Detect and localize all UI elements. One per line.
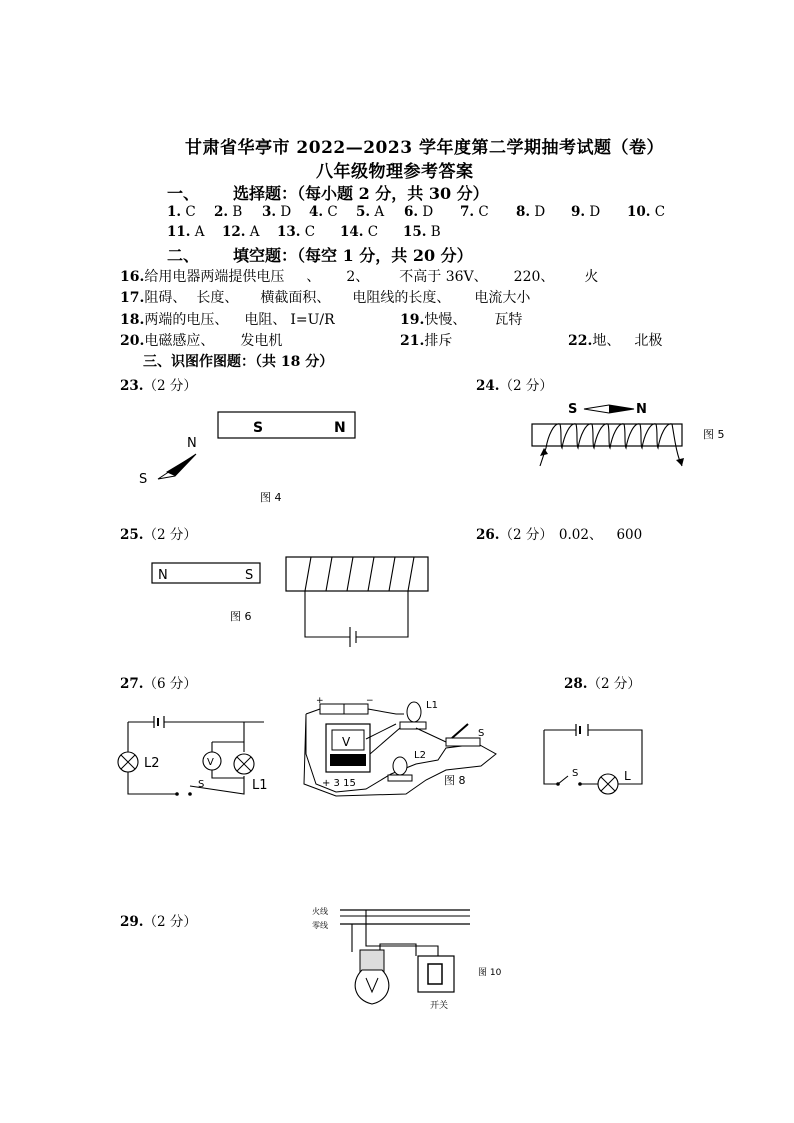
section1-row1: [167, 204, 677, 220]
live-label: 火线: [312, 907, 328, 916]
section2-title: 填空题：（每空 1 分，共 20 分）: [233, 246, 473, 265]
section1-row2: [167, 224, 453, 240]
small-compass-n: [609, 405, 634, 413]
pole-n-label: N: [636, 402, 647, 417]
q27-label: 27.（6 分）: [120, 676, 197, 692]
figure-8-caption: 图 8: [444, 774, 466, 787]
bulb-l1-base: [400, 722, 426, 729]
fig8-s-label: S: [478, 728, 485, 739]
answer-10: 10. C: [627, 204, 666, 220]
figure-5: [526, 396, 736, 476]
section1-label: 一、: [167, 184, 200, 203]
fill-16: 16.给用电器两端提供电压 、 2、 不高于 36V、 220、 火: [120, 269, 599, 285]
minus-label: −: [366, 696, 374, 706]
figure-4-caption: 图 4: [260, 491, 282, 504]
figure-5-caption: 图 5: [703, 428, 725, 441]
figure-8: [296, 694, 506, 799]
bulb-10: [355, 970, 389, 1004]
magnet6-s-label: S: [245, 568, 254, 583]
needle-s-label: S: [139, 472, 148, 487]
bulb-l2: [393, 757, 407, 775]
answer-13: 13. C: [277, 224, 316, 240]
answer-3: 3. D: [262, 204, 292, 220]
wiring-10: [352, 910, 438, 956]
answer-8: 8. D: [516, 204, 546, 220]
needle-n-label: N: [187, 436, 197, 451]
q23-label: 23.（2 分）: [120, 378, 197, 394]
answer-1: 1. C: [167, 204, 196, 220]
bar-magnet-6: [152, 563, 260, 583]
figure-27: [114, 712, 279, 802]
switch-label: 开关: [430, 1001, 449, 1011]
answer-6: 6. D: [404, 204, 434, 220]
fig8-l1-label: L1: [426, 700, 438, 711]
section1-title: 选择题：（每小题 2 分，共 30 分）: [233, 184, 489, 203]
l2-label: L2: [144, 756, 160, 771]
figure-10: [310, 900, 520, 1015]
figure-28: [538, 720, 653, 800]
answer-14: 14. C: [340, 224, 379, 240]
magnet-s-label: S: [253, 420, 264, 436]
voltmeter-base: [330, 754, 366, 766]
q24-label: 24.（2 分）: [476, 378, 553, 394]
bulb-l1: [407, 702, 421, 722]
figure-6-caption: 图 6: [230, 610, 252, 623]
section3-title: 三、识图作图题：（共 18 分）: [143, 354, 334, 370]
voltmeter-27-label: V: [207, 757, 214, 768]
fill-19: 19.快慢、 瓦特: [400, 312, 523, 328]
q26-label: 26.（2 分） 0.02、 600: [476, 527, 643, 543]
current-arrow-out: [676, 458, 684, 466]
answer-11: 11. A: [167, 224, 205, 240]
bulb-l2-base: [388, 775, 412, 781]
lamp-28-label: L: [624, 769, 631, 783]
fill-20: 20.电磁感应、 发电机: [120, 333, 283, 349]
section2-label: 二、: [167, 246, 200, 265]
switch-28-label: S: [572, 768, 579, 779]
answer-12: 12. A: [222, 224, 260, 240]
switch-toggle: [428, 964, 442, 984]
figure-4: [130, 405, 370, 510]
figure-6: [148, 553, 438, 655]
answer-15: 15. B: [403, 224, 441, 240]
figure-10-caption: 图 10: [478, 968, 502, 978]
current-arrow-in: [540, 448, 548, 456]
fig8-l2-label: L2: [414, 750, 426, 761]
answer-9: 9. D: [571, 204, 601, 220]
l1-label: L1: [252, 778, 268, 793]
lamp-holder: [360, 950, 384, 972]
voltmeter-scale: + 3 15: [322, 778, 356, 789]
answer-4: 4. C: [309, 204, 338, 220]
fill-18: 18.两端的电压、 电阻、 I=U/R: [120, 312, 335, 328]
circuit-6: [305, 591, 408, 647]
lamp-l2-cross: [121, 755, 135, 769]
switch-8: [446, 738, 480, 746]
lamp-l1-cross: [237, 757, 251, 771]
voltmeter-8-label: V: [342, 735, 351, 749]
q28-label: 28.（2 分）: [564, 676, 641, 692]
page-title: 甘肃省华亭市 2022—2023 学年度第二学期抽考试题（卷）: [185, 138, 664, 158]
coil-windings-6: [305, 557, 414, 591]
solenoid-6: [286, 557, 428, 591]
answer-7: 7. C: [460, 204, 489, 220]
q25-label: 25.（2 分）: [120, 527, 197, 543]
solenoid-winding: [540, 424, 682, 466]
magnet-n-label: N: [334, 420, 346, 436]
switch-27-label: S: [198, 779, 205, 790]
page-subtitle: 八年级物理参考答案: [316, 162, 474, 182]
fill-21: 21.排斥: [400, 333, 453, 349]
answer-5: 5. A: [356, 204, 385, 220]
fill-17: 17.阻碍、 长度、 横截面积、 电阻线的长度、 电流大小: [120, 290, 531, 306]
fill-22: 22.地、 北极: [568, 333, 663, 349]
compass-needle-dark: [166, 454, 196, 476]
neutral-label: 零线: [312, 921, 328, 930]
answer-2: 2. B: [214, 204, 243, 220]
magnet6-n-label: N: [158, 568, 168, 583]
q29-label: 29.（2 分）: [120, 914, 197, 930]
plus-label: +: [316, 696, 324, 706]
battery-8b: [344, 704, 368, 714]
pole-s-label: S: [568, 402, 578, 417]
